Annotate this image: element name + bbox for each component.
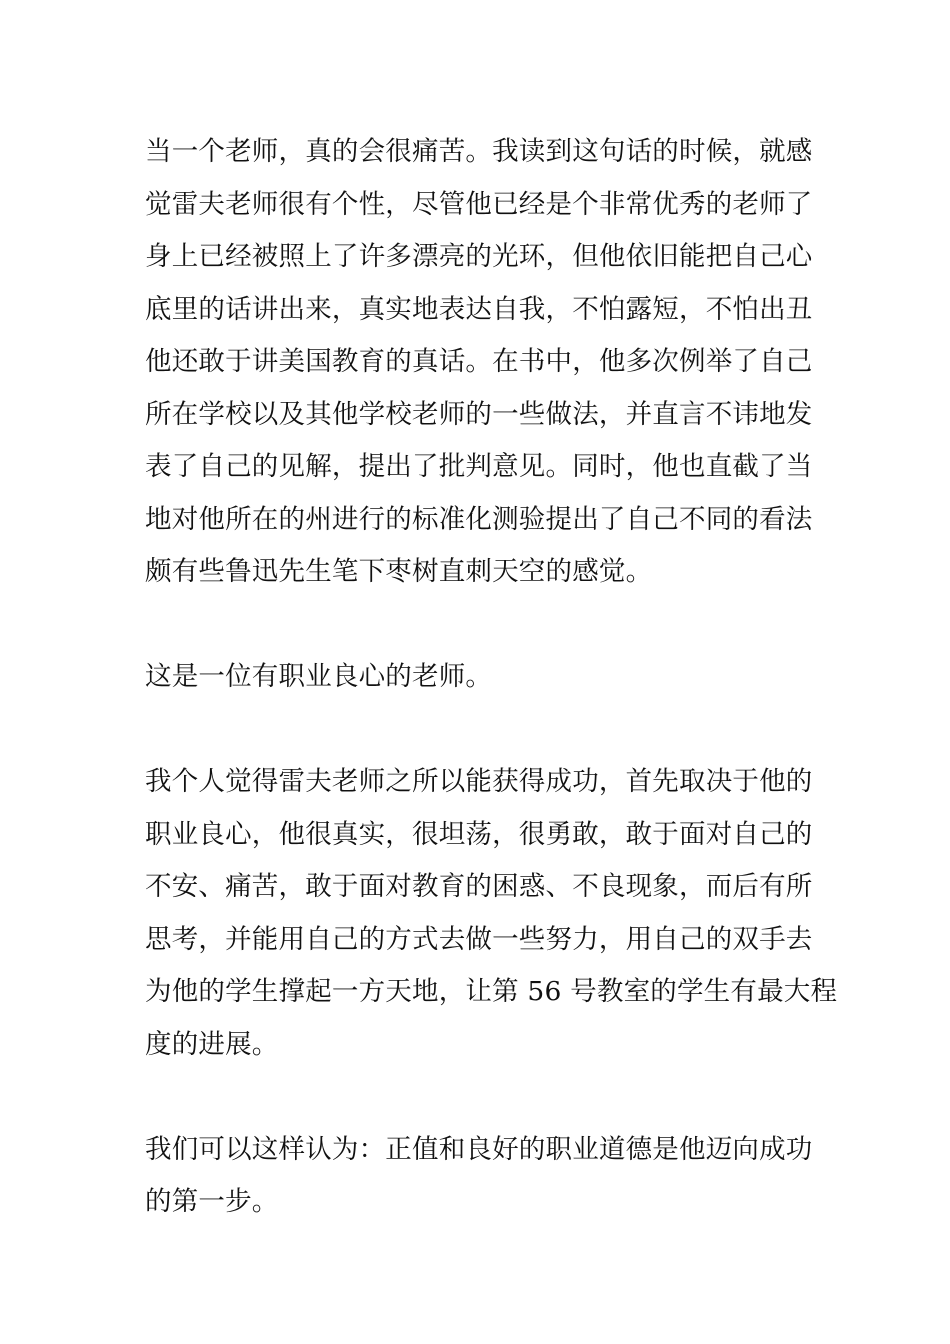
text-line: 身上已经被照上了许多漂亮的光环，但他依旧能把自己心 [145,241,813,272]
paragraph-spacer [145,704,820,757]
text-line: 职业良心，他很真实，很坦荡，很勇敢，敢于面对自己的 [145,818,813,850]
document-body [145,126,838,1229]
text-line: 我个人觉得雷夫老师之所以能获得成功，首先取决于他的 [145,766,813,797]
text-line: 思考，并能用自己的方式去做一些努力，用自己的双手去 [145,923,813,955]
text-line: 地对他所在的州进行的标准化测验提出了自己不同的看法 [145,503,813,535]
text-line: 觉雷夫老师很有个性，尽管他已经是个非常优秀的老师了 [145,188,813,220]
text-line: 为他的学生撑起一方天地，让第 56 号教室的学生有最大程 [145,976,838,1007]
text-line: 他还敢于讲美国教育的真话。在书中，他多次例举了自己 [145,346,813,377]
paragraph-4 [145,1124,820,1229]
paragraph-2 [145,651,820,704]
text-line: 不安、痛苦，敢于面对教育的困惑、不良现象，而后有所 [145,871,813,902]
text-line: 当一个老师，真的会很痛苦。我读到这句话的时候，就感 [145,136,813,167]
paragraph-spacer [145,599,820,652]
text-line: 的第一步。 [145,1186,279,1217]
text-line: 度的进展。 [145,1028,279,1060]
text-line: 底里的话讲出来，真实地表达自我，不怕露短，不怕出丑 [145,293,813,325]
paragraph-1 [145,126,820,599]
text-line: 表了自己的见解，提出了批判意见。同时，他也直截了当 [145,451,813,482]
text-line: 颇有些鲁迅先生笔下枣树直刺天空的感觉。 [145,556,653,587]
text-line: 我们可以这样认为：正值和良好的职业道德是他迈向成功 [145,1133,813,1165]
text-line: 所在学校以及其他学校老师的一些做法，并直言不讳地发 [145,398,813,430]
paragraph-spacer [145,1071,820,1124]
paragraph-3 [145,756,838,1071]
text-line: 这是一位有职业良心的老师。 [145,661,493,692]
